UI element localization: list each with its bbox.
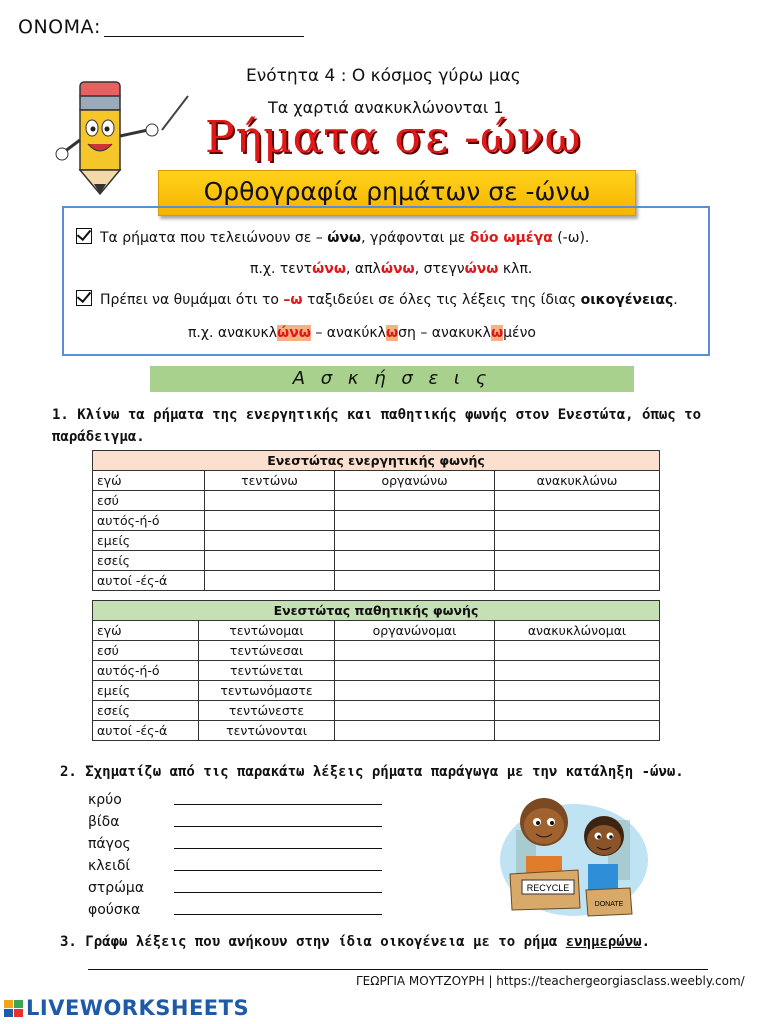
table-cell[interactable]: [205, 511, 335, 531]
table-cell: τεντώνεται: [199, 661, 335, 681]
exercises-header: Α σ κ ή σ ε ι ς: [150, 366, 634, 392]
checkbox-checked-icon: [76, 228, 92, 244]
table-cell[interactable]: [495, 661, 660, 681]
answer-line[interactable]: [174, 804, 382, 805]
active-voice-table: [92, 450, 660, 591]
table-row: [93, 571, 660, 591]
table-cell: τεντώνονται: [199, 721, 335, 741]
rule-1: Τα ρήματα που τελειώνουν σε – ώνω, γράφονται με δύο ωμέγα (-ω).: [76, 228, 589, 246]
word-6: φούσκα: [88, 902, 141, 918]
table-row: [93, 451, 660, 471]
name-input-line[interactable]: [104, 36, 304, 37]
passive-table-header: Ενεστώτας παθητικής φωνής: [93, 601, 660, 621]
answer-line[interactable]: [174, 914, 382, 915]
table-cell: ανακυκλώνομαι: [495, 621, 660, 641]
table-cell: εσείς: [93, 551, 205, 571]
table-cell: εμείς: [93, 681, 199, 701]
table-cell[interactable]: [335, 531, 495, 551]
passive-voice-table: [92, 600, 660, 741]
table-row: [93, 491, 660, 511]
table-cell[interactable]: [495, 531, 660, 551]
table-cell[interactable]: [205, 551, 335, 571]
table-cell[interactable]: [495, 701, 660, 721]
table-cell: αυτοί -ές-ά: [93, 721, 199, 741]
question-3: 3. Γράφω λέξεις που ανήκουν στην ίδια οικογένεια με το ρήμα ενημερώνω.: [60, 934, 651, 950]
table-cell: εγώ: [93, 621, 199, 641]
table-row: [93, 621, 660, 641]
table-cell[interactable]: [335, 491, 495, 511]
author-credit: ΓΕΩΡΓΙΑ ΜΟΥΤΖΟΥΡΗ | https://teachergeorgiasclass.weebly.com/: [356, 974, 745, 988]
rule-2-example: π.χ. ανακυκλώνω – ανακύκλωση – ανακυκλωμένο: [188, 325, 537, 341]
table-cell: εσείς: [93, 701, 199, 721]
name-label: ΟΝΟΜΑ:: [18, 16, 101, 38]
table-cell[interactable]: [335, 511, 495, 531]
table-cell: τεντωνόμαστε: [199, 681, 335, 701]
donate-box-label: DONATE: [594, 901, 624, 908]
table-cell[interactable]: [495, 641, 660, 661]
table-cell: οργανώνω: [335, 471, 495, 491]
table-row: [93, 721, 660, 741]
table-cell[interactable]: [205, 491, 335, 511]
table-cell[interactable]: [495, 511, 660, 531]
table-cell: οργανώνομαι: [335, 621, 495, 641]
table-cell[interactable]: [335, 721, 495, 741]
table-row: [93, 681, 660, 701]
liveworksheets-logo-icon: [4, 1000, 24, 1022]
answer-line[interactable]: [88, 969, 708, 970]
table-row: [93, 601, 660, 621]
table-cell[interactable]: [205, 571, 335, 591]
table-cell[interactable]: [335, 551, 495, 571]
table-cell: αυτός-ή-ό: [93, 661, 199, 681]
table-cell[interactable]: [335, 701, 495, 721]
table-row: [93, 531, 660, 551]
active-table-header: Ενεστώτας ενεργητικής φωνής: [93, 451, 660, 471]
table-cell[interactable]: [335, 641, 495, 661]
recycling-kids-illustration: [496, 790, 652, 920]
rule-2: Πρέπει να θυμάμαι ότι το –ω ταξιδεύει σε όλες τις λέξεις της ίδιας οικογένειας.: [76, 290, 678, 308]
page-title: Ρήματα σε -ώνω: [205, 112, 582, 163]
unit-heading: Ενότητα 4 : Ο κόσμος γύρω μας: [246, 66, 521, 86]
table-cell: τεντώνεσαι: [199, 641, 335, 661]
table-cell: τεντώνεστε: [199, 701, 335, 721]
word-3: πάγος: [88, 836, 131, 852]
word-5: στρώμα: [88, 880, 145, 896]
table-cell: εγώ: [93, 471, 205, 491]
table-cell[interactable]: [495, 551, 660, 571]
table-cell: ανακυκλώνω: [495, 471, 660, 491]
table-row: [93, 661, 660, 681]
table-row: [93, 471, 660, 491]
table-cell[interactable]: [495, 681, 660, 701]
table-cell[interactable]: [495, 571, 660, 591]
table-cell: εσύ: [93, 491, 205, 511]
table-row: [93, 701, 660, 721]
table-cell[interactable]: [495, 721, 660, 741]
table-cell: εσύ: [93, 641, 199, 661]
rule-1-example: π.χ. τεντώνω, απλώνω, στεγνώνω κλπ.: [250, 261, 533, 277]
recycle-box-label: RECYCLE: [526, 883, 570, 893]
word-1: κρύο: [88, 792, 122, 808]
word-2: βίδα: [88, 814, 120, 830]
question-1: 1. Κλίνω τα ρήματα της ενεργητικής και παθητικής φωνής στον Ενεστώτα, όπως το παράδειγμα.: [52, 407, 702, 445]
table-cell: αυτός-ή-ό: [93, 511, 205, 531]
lesson-heading: Τα χαρτιά ανακυκλώνονται 1: [268, 98, 504, 117]
table-cell[interactable]: [495, 491, 660, 511]
table-row: [93, 511, 660, 531]
table-cell[interactable]: [205, 531, 335, 551]
word-4: κλειδί: [88, 858, 131, 874]
table-cell: εμείς: [93, 531, 205, 551]
banner-text: Ορθογραφία ρημάτων σε -ώνω: [203, 177, 591, 206]
table-cell: τεντώνομαι: [199, 621, 335, 641]
checkbox-checked-icon: [76, 290, 92, 306]
question-2: 2. Σχηματίζω από τις παρακάτω λέξεις ρήματα παράγωγα με την κατάληξη -ώνω.: [60, 764, 684, 780]
table-row: [93, 551, 660, 571]
table-cell[interactable]: [335, 681, 495, 701]
answer-line[interactable]: [174, 848, 382, 849]
answer-line[interactable]: [174, 892, 382, 893]
table-cell: τεντώνω: [205, 471, 335, 491]
liveworksheets-logo[interactable]: LIVEWORKSHEETS: [26, 996, 250, 1020]
table-row: [93, 641, 660, 661]
answer-line[interactable]: [174, 826, 382, 827]
answer-line[interactable]: [174, 870, 382, 871]
table-cell[interactable]: [335, 661, 495, 681]
table-cell[interactable]: [335, 571, 495, 591]
table-cell: αυτοί -ές-ά: [93, 571, 205, 591]
